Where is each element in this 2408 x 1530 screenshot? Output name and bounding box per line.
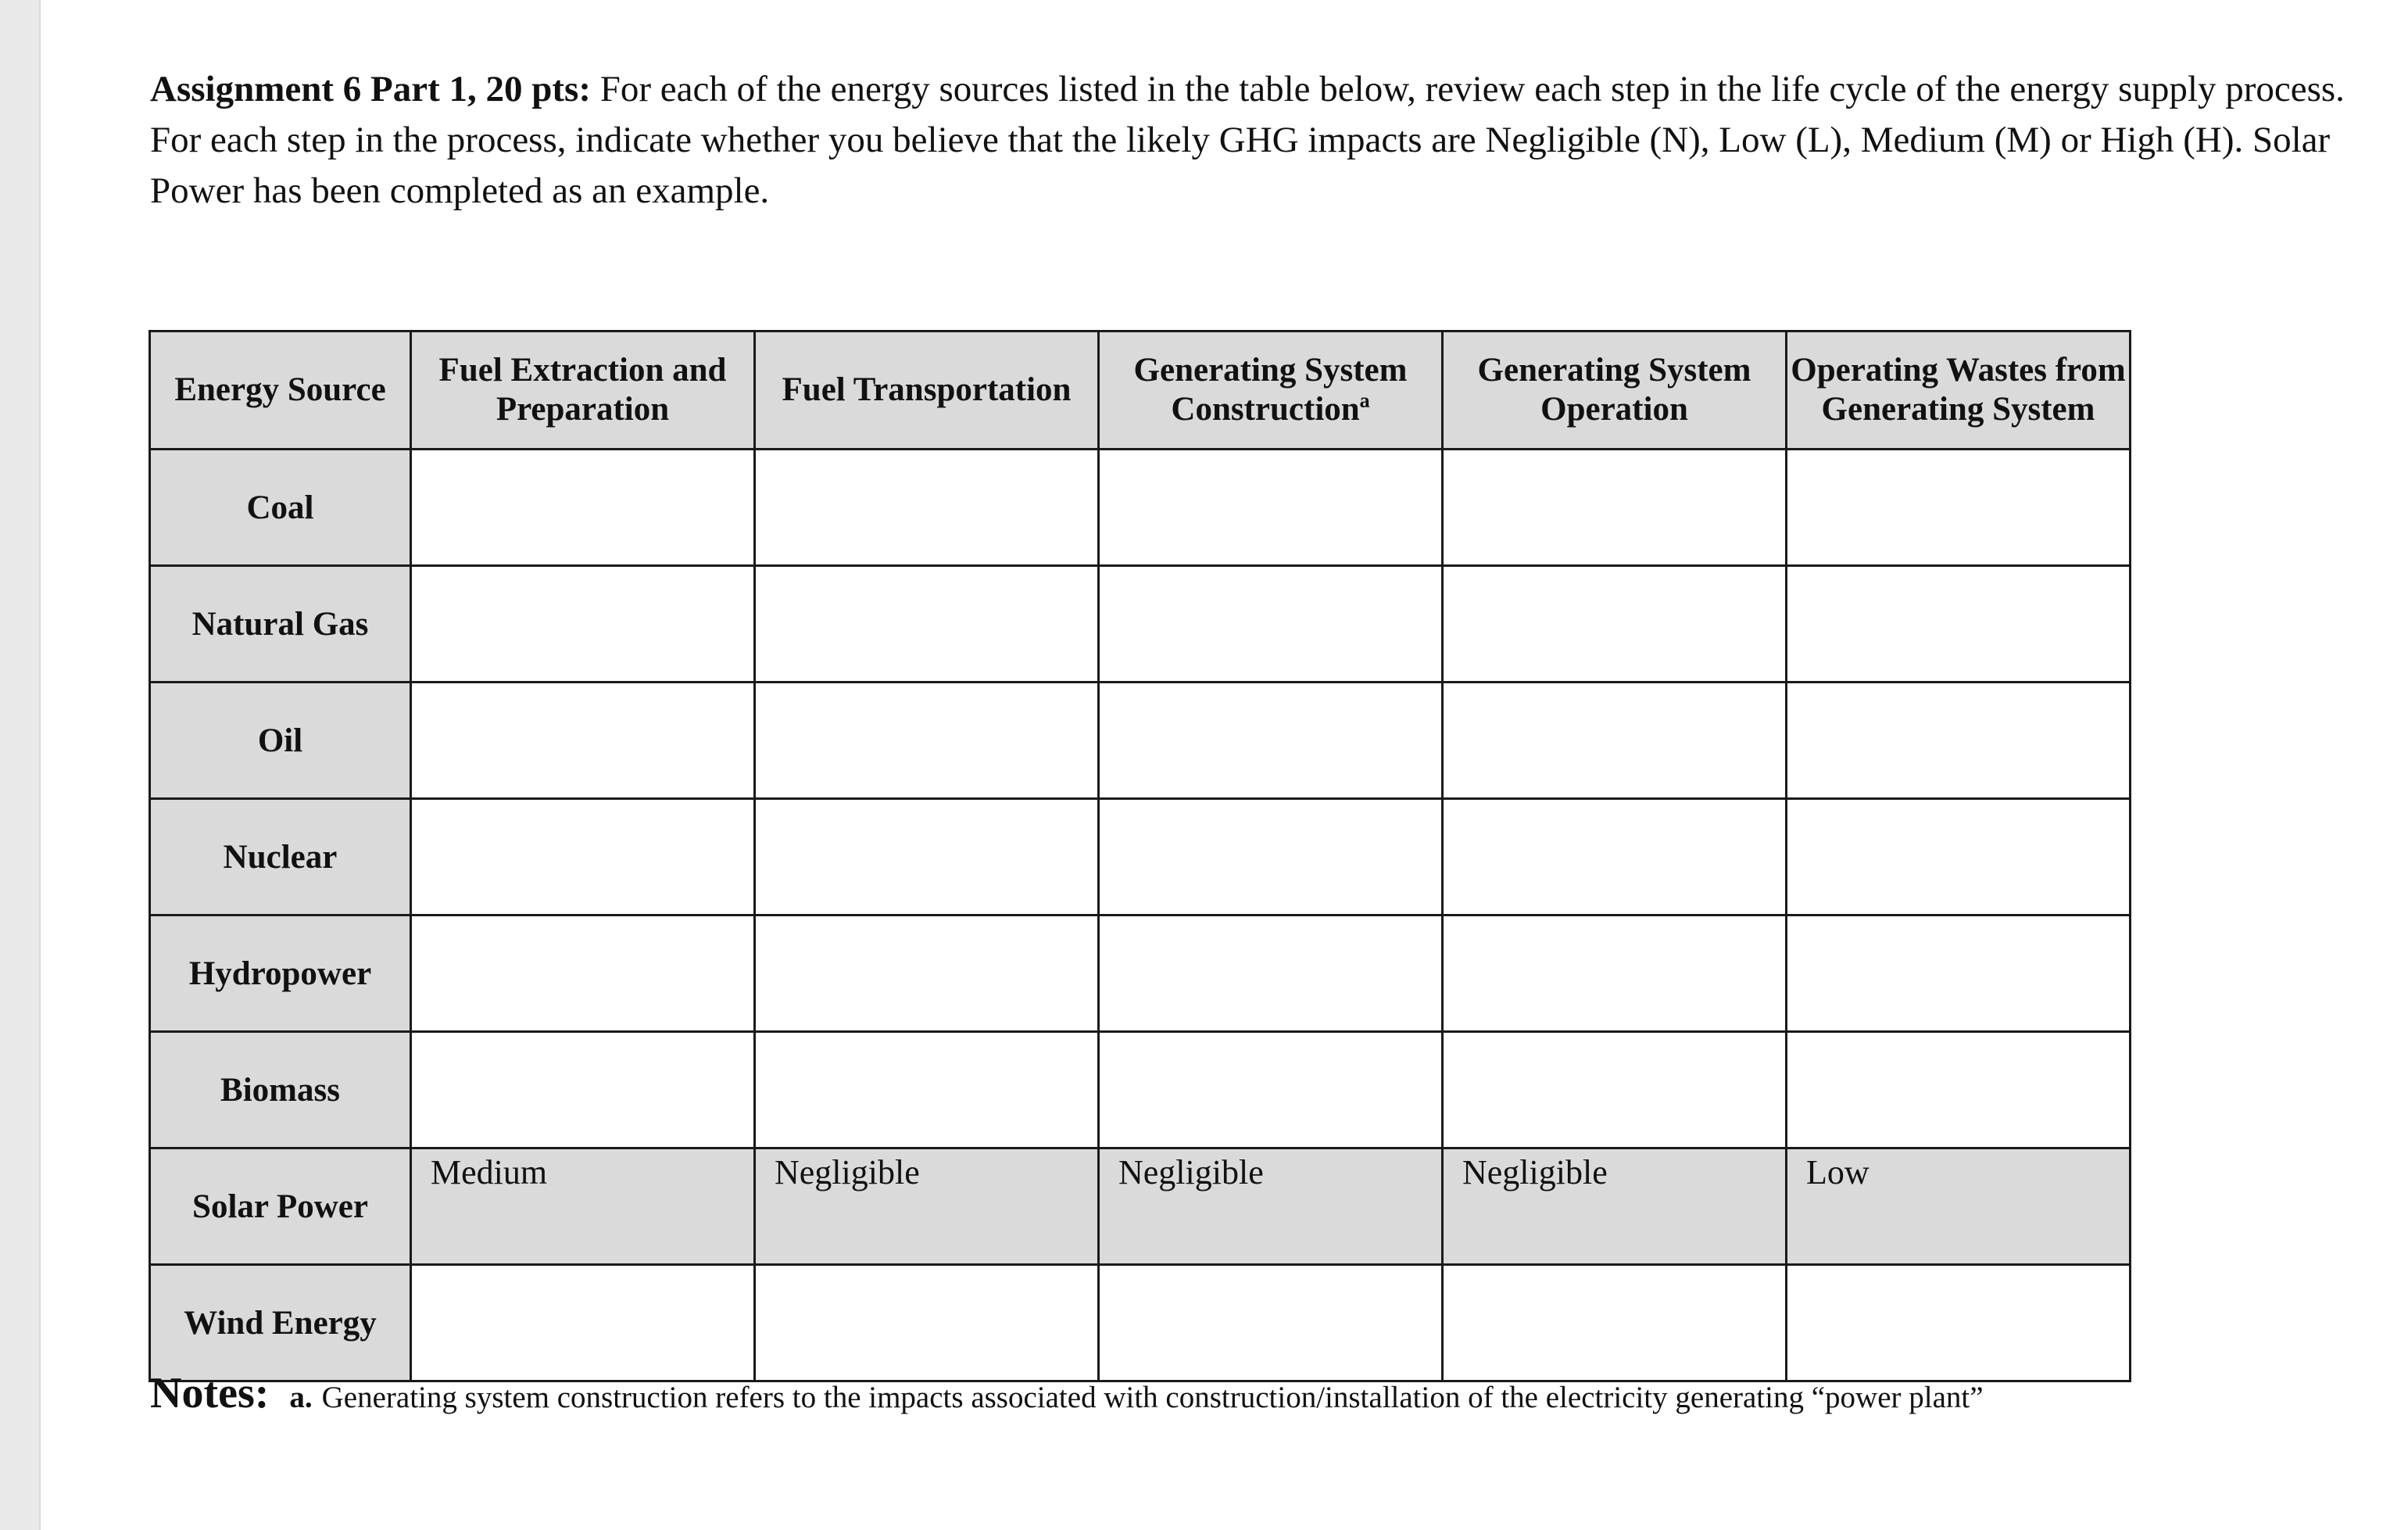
impact-cell[interactable] (1099, 566, 1443, 683)
table-row (150, 566, 2131, 683)
energy-source-cell: Natural Gas (150, 566, 411, 683)
impact-cell[interactable] (755, 566, 1099, 683)
page-margin (0, 0, 41, 1530)
impact-cell[interactable] (1787, 566, 2131, 683)
impact-cell[interactable] (755, 799, 1099, 915)
table-header-row (150, 331, 2131, 450)
impact-cell[interactable] (411, 1032, 755, 1148)
impact-cell[interactable] (1787, 683, 2131, 799)
energy-source-cell: Coal (150, 450, 411, 566)
impact-cell[interactable] (755, 1265, 1099, 1381)
impact-cell[interactable] (1099, 1032, 1443, 1148)
impact-cell[interactable] (411, 566, 755, 683)
impact-cell[interactable] (1787, 1032, 2131, 1148)
impact-cell[interactable] (1443, 566, 1787, 683)
impact-cell[interactable] (1443, 915, 1787, 1032)
impact-cell[interactable] (1443, 1032, 1787, 1148)
header-system-operation: Generating System Operation (1443, 331, 1787, 450)
impact-cell[interactable]: Negligible (1099, 1148, 1443, 1265)
impact-cell[interactable] (1099, 799, 1443, 915)
table-row (150, 450, 2131, 566)
impact-cell[interactable]: Negligible (755, 1148, 1099, 1265)
table-row (150, 1265, 2131, 1381)
table-row (150, 915, 2131, 1032)
header-fuel-transportation: Fuel Transportation (755, 331, 1099, 450)
energy-source-cell: Wind Energy (150, 1265, 411, 1381)
impact-cell[interactable] (1443, 799, 1787, 915)
note-key: a. (289, 1381, 313, 1414)
impact-cell[interactable] (1443, 450, 1787, 566)
impact-cell[interactable] (1787, 915, 2131, 1032)
header-operating-wastes: Operating Wastes from Generating System (1787, 331, 2131, 450)
impact-cell[interactable]: Low (1787, 1148, 2131, 1265)
impact-cell[interactable] (1787, 450, 2131, 566)
note-text: Generating system construction refers to the impacts associated with construction/installation of the electricity generating “power plant” (321, 1381, 1984, 1414)
header-energy-source: Energy Source (150, 331, 411, 450)
energy-source-cell: Oil (150, 683, 411, 799)
impact-cell[interactable] (1787, 1265, 2131, 1381)
notes-label: Notes: (150, 1369, 270, 1417)
table-row (150, 1032, 2131, 1148)
impact-cell[interactable] (1099, 1265, 1443, 1381)
impact-cell[interactable] (1099, 450, 1443, 566)
assignment-title: Assignment 6 Part 1, 20 pts: (150, 69, 591, 109)
impact-cell[interactable] (1443, 683, 1787, 799)
header-fuel-extraction: Fuel Extraction and Preparation (411, 331, 755, 450)
impact-cell[interactable] (1099, 683, 1443, 799)
impact-cell[interactable] (411, 799, 755, 915)
table-row (150, 799, 2131, 915)
assignment-instructions (150, 64, 2401, 217)
impact-cell[interactable]: Medium (411, 1148, 755, 1265)
impact-cell[interactable] (1787, 799, 2131, 915)
energy-source-cell: Hydropower (150, 915, 411, 1032)
impact-cell[interactable] (411, 683, 755, 799)
energy-source-cell: Solar Power (150, 1148, 411, 1265)
table-notes (150, 1370, 1984, 1421)
impact-cell[interactable] (755, 1032, 1099, 1148)
impact-cell[interactable] (411, 915, 755, 1032)
impact-cell[interactable] (411, 1265, 755, 1381)
table-row-example (150, 1148, 2131, 1265)
impact-cell[interactable] (755, 915, 1099, 1032)
ghg-impact-table (148, 330, 2131, 1382)
impact-cell[interactable] (1099, 915, 1443, 1032)
impact-cell[interactable] (1443, 1265, 1787, 1381)
energy-source-cell: Nuclear (150, 799, 411, 915)
impact-cell[interactable] (411, 450, 755, 566)
impact-cell[interactable] (755, 450, 1099, 566)
assignment-text: For each of the energy sources listed in the table below, review each step in the life cycle of the energy supply process. For each step in the process, indicate whether you believe that the likely GHG impacts are Negligible (N), Low (L), Medium (M) or High (H). Solar Power has been completed as an example. (150, 69, 2345, 211)
impact-cell[interactable] (755, 683, 1099, 799)
energy-source-cell: Biomass (150, 1032, 411, 1148)
impact-cell[interactable]: Negligible (1443, 1148, 1787, 1265)
table-row (150, 683, 2131, 799)
header-system-construction: Generating System Constructionª (1099, 331, 1443, 450)
